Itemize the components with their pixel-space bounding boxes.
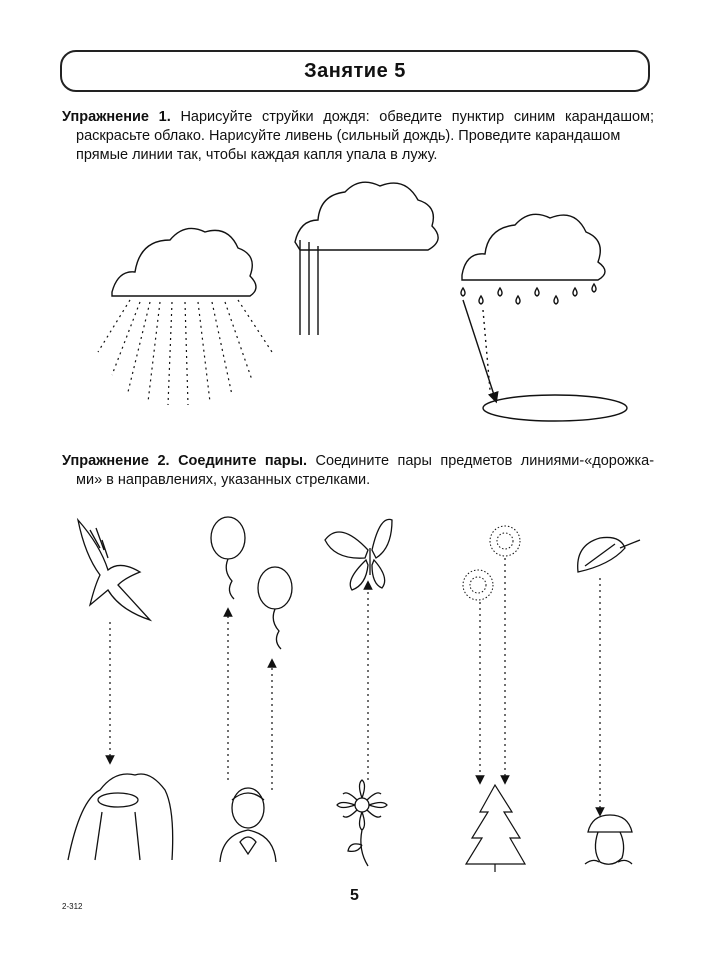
lesson-title: Занятие 5: [304, 59, 406, 82]
page-code: 2-312: [62, 902, 83, 911]
cloud-with-drops: [461, 214, 627, 421]
mushroom-icon: [585, 815, 632, 864]
nest-icon: [68, 774, 173, 860]
exercise1-label: Упражнение 1.: [62, 109, 171, 125]
exercise2-line1: Упражнение 2. Соедините пары. Соедините пары предметов линиями-«дорожка-: [62, 453, 655, 469]
exercise2-line2: ми» в направлениях, указанных стрелками.: [76, 472, 371, 488]
dotted-paths: [110, 558, 600, 812]
bird-icon: [78, 520, 150, 620]
exercise2-label: Упражнение 2.: [62, 453, 170, 469]
fir-tree-icon: [466, 785, 525, 872]
dandelion-seed-icon: [490, 526, 520, 556]
exercise1-line3: прямые линии так, чтобы каждая капля упала в лужу.: [76, 147, 438, 163]
page-number: 5: [350, 887, 359, 904]
flower-icon: [337, 780, 387, 866]
balloon-icon: [258, 567, 292, 649]
leaf-icon: [578, 537, 640, 572]
exercise1-line2: раскрасьте облако. Нарисуйте ливень (сильный дождь). Проведите карандашом: [76, 128, 621, 144]
puddle: [483, 395, 627, 421]
dandelion-seed-icon: [463, 570, 493, 600]
balloon-icon: [211, 517, 245, 599]
cloud-with-rain-1: [98, 228, 272, 405]
butterfly-icon: [325, 519, 392, 590]
exercise1-line1: Упражнение 1. Нарисуйте струйки дождя: обведите пунктир синим карандашом;: [62, 109, 655, 125]
cloud-icon: [112, 228, 256, 296]
cloud-with-downpour: [295, 182, 438, 335]
raindrops: [461, 284, 596, 304]
boy-icon: [220, 788, 276, 862]
cloud-icon: [462, 214, 605, 280]
exercise2-label-bold: Соедините пары.: [178, 453, 308, 469]
cloud-icon: [295, 182, 438, 250]
